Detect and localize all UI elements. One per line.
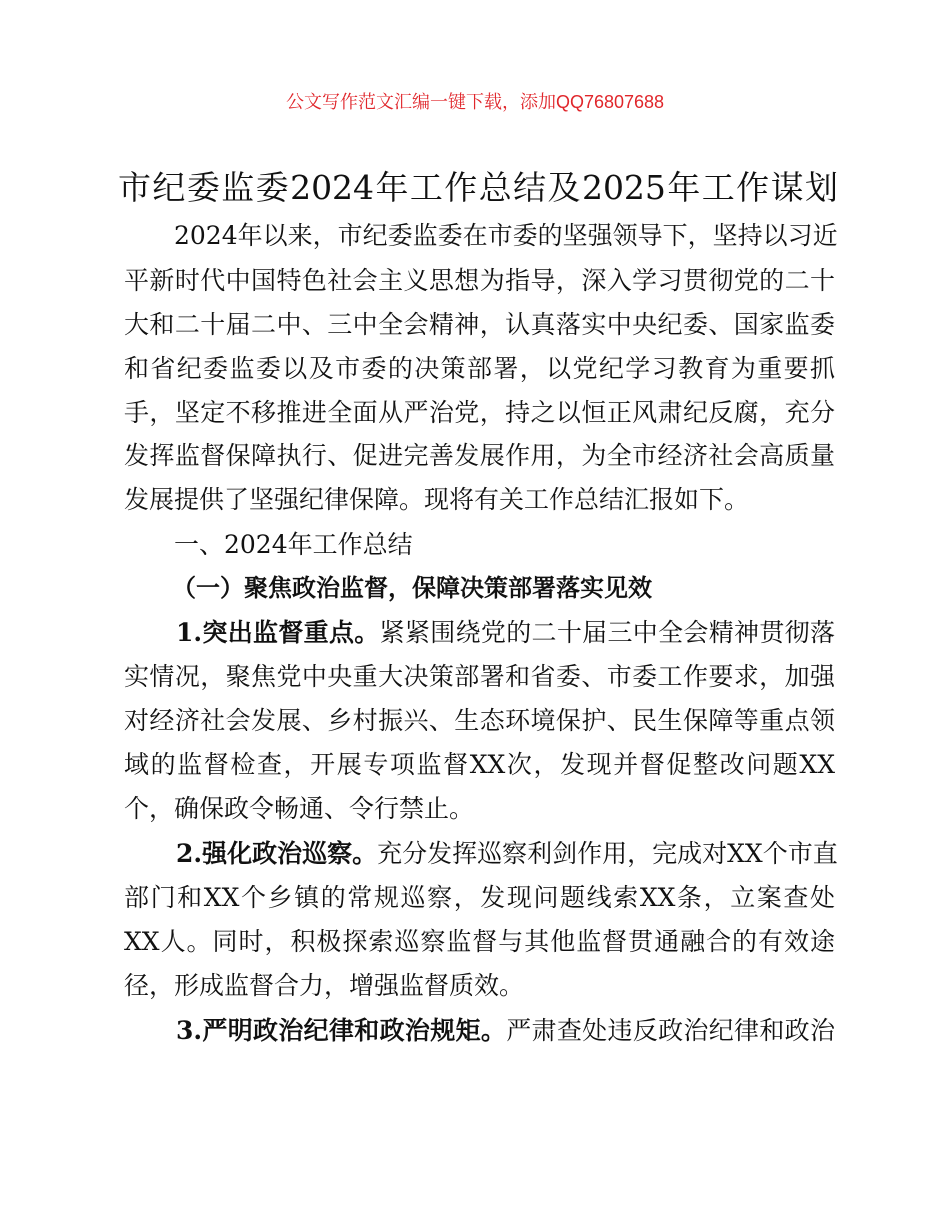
text-line: 大和二十届二中、三中全会精神，认真落实中央纪委、国家监委 bbox=[124, 310, 835, 339]
paragraph-lead: 1.突出监督重点。 bbox=[176, 618, 380, 647]
text-line: 和省纪委监委以及市委的决策部署，以党纪学习教育为重要抓 bbox=[124, 354, 835, 383]
text-line: XX人。同时，积极探索巡察监督与其他监督贯通融合的有效途 bbox=[124, 927, 835, 956]
text-line: 对经济社会发展、乡村振兴、生态环境保护、民生保障等重点领 bbox=[124, 706, 835, 735]
text-run: 充分发挥巡察利剑作用，完成对XX个市直 bbox=[377, 839, 838, 868]
text-line: 实情况，聚焦党中央重大决策部署和省委、市委工作要求，加强 bbox=[124, 662, 835, 691]
text-run: 严肃查处违反政治纪律和政治 bbox=[506, 1016, 835, 1045]
paragraph-lead: 3.严明政治纪律和政治规矩。 bbox=[176, 1016, 507, 1045]
text-line bbox=[176, 611, 835, 655]
text-line: 个，确保政令畅通、令行禁止。 bbox=[124, 794, 475, 823]
text-line: 手，坚定不移推进全面从严治党，持之以恒正风肃纪反腐，充分 bbox=[124, 398, 835, 427]
text-run: 紧紧围绕党的二十届三中全会精神贯彻落 bbox=[379, 618, 835, 647]
text-line: 2024年以来，市纪委监委在市委的坚强领导下，坚持以习近 bbox=[174, 221, 838, 250]
text-line: 径，形成监督合力，增强监督质效。 bbox=[124, 971, 525, 1000]
watermark-banner: 公文写作范文汇编一键下载，添加QQ76807688 bbox=[285, 92, 665, 112]
section-heading: 一、2024年工作总结 bbox=[174, 530, 413, 559]
text-line bbox=[176, 832, 838, 876]
subsection-heading: （一）聚焦政治监督，保障决策部署落实见效 bbox=[172, 574, 652, 602]
text-line bbox=[176, 1009, 835, 1053]
text-line: 平新时代中国特色社会主义思想为指导，深入学习贯彻党的二十 bbox=[124, 266, 835, 295]
paragraph-lead: 2.强化政治巡察。 bbox=[176, 839, 378, 868]
text-line: 域的监督检查，开展专项监督XX次，发现并督促整改问题XX bbox=[124, 750, 835, 779]
text-line: 发展提供了坚强纪律保障。现将有关工作总结汇报如下。 bbox=[124, 485, 750, 514]
text-line: 发挥监督保障执行、促进完善发展作用，为全市经济社会高质量 bbox=[124, 441, 835, 470]
document-title: 市纪委监委2024年工作总结及2025年工作谋划 bbox=[118, 168, 838, 207]
text-line: 部门和XX个乡镇的常规巡察，发现问题线索XX条，立案查处 bbox=[124, 883, 835, 912]
